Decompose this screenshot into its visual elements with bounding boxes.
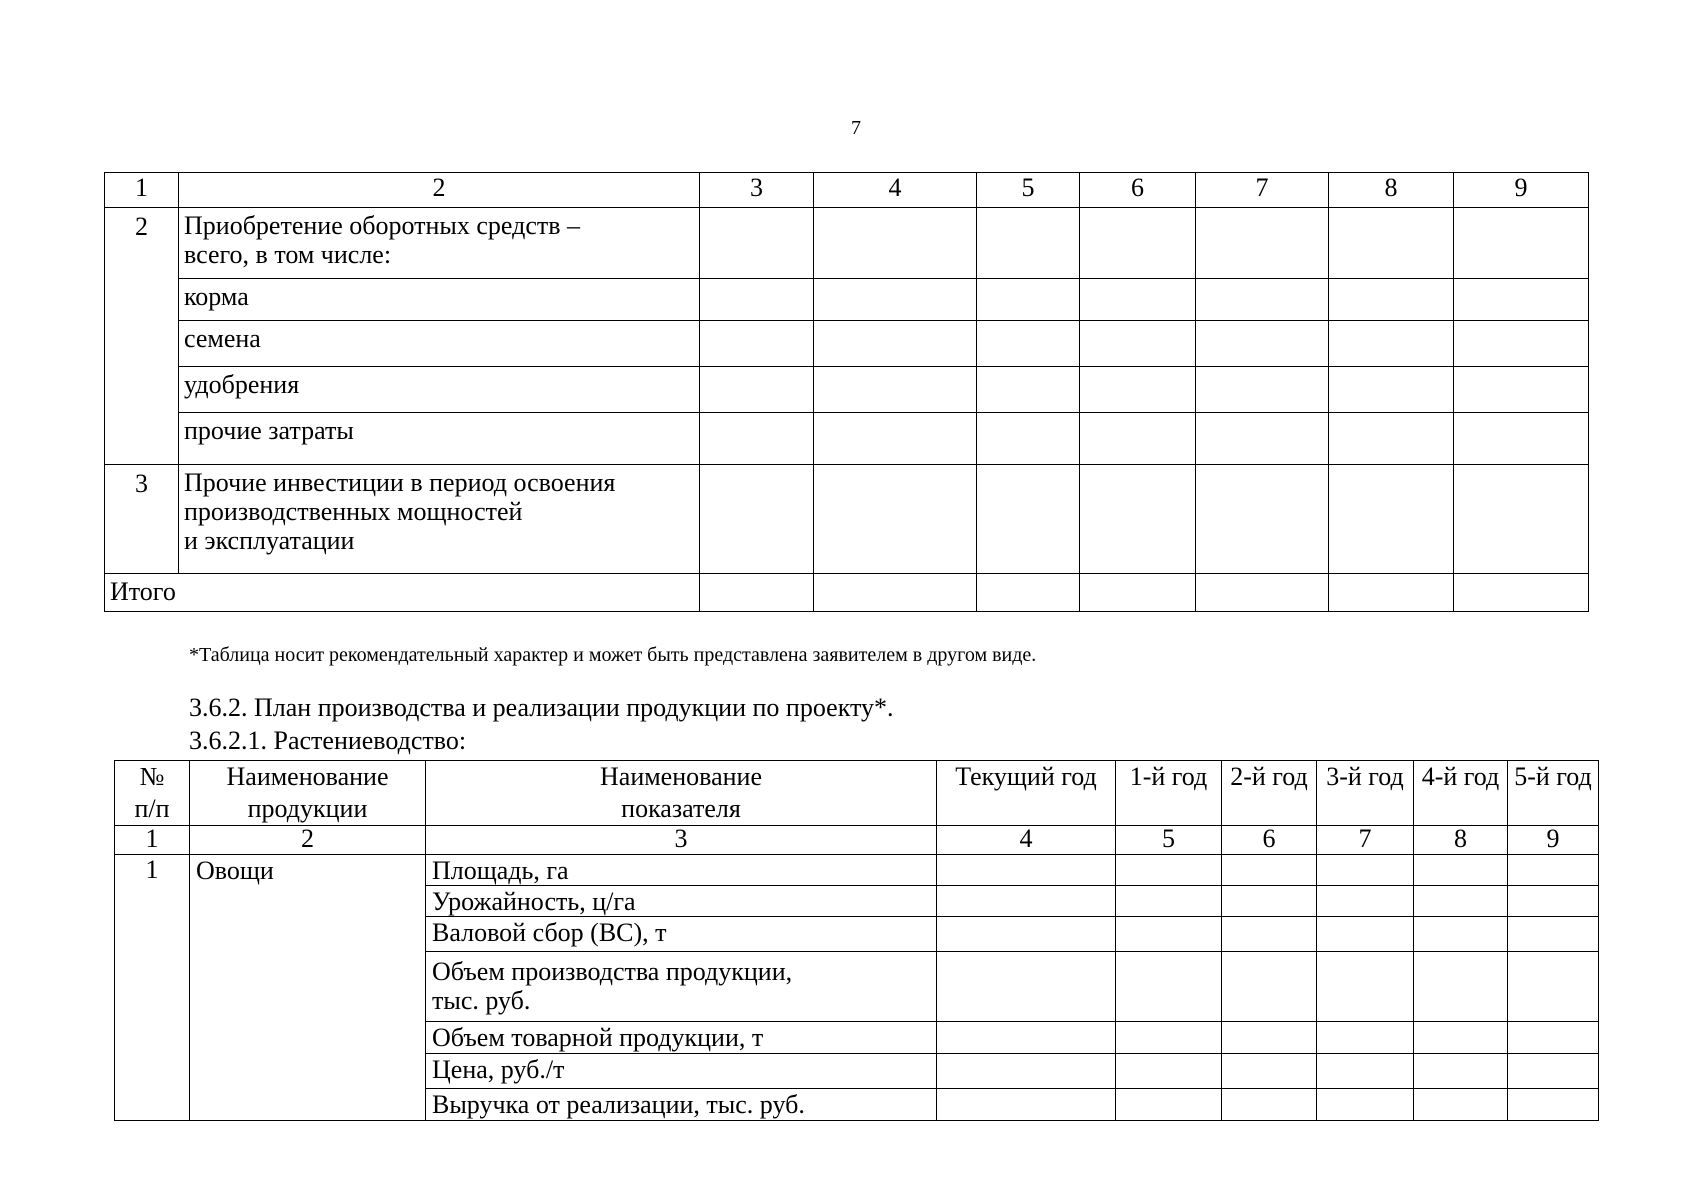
empty-cell	[1414, 1089, 1508, 1121]
column-number: 9	[1454, 173, 1589, 208]
table-row	[105, 367, 1589, 413]
empty-cell	[977, 279, 1080, 321]
empty-cell	[700, 465, 814, 574]
empty-cell	[1329, 208, 1454, 279]
empty-cell	[1414, 1022, 1508, 1054]
empty-cell	[814, 413, 977, 465]
column-number: 9	[1508, 826, 1599, 855]
column-number: 4	[814, 173, 977, 208]
production-plan-table	[114, 760, 1599, 1121]
empty-cell	[1317, 917, 1414, 952]
row-label: корма	[179, 279, 700, 321]
row-label: семена	[179, 321, 700, 367]
empty-cell	[1414, 886, 1508, 917]
empty-cell	[700, 279, 814, 321]
header-line: продукции	[247, 794, 368, 823]
column-number: 2	[190, 826, 426, 855]
empty-cell	[1116, 1054, 1222, 1089]
header-year: Текущий год	[937, 761, 1116, 826]
header-row	[115, 761, 1599, 826]
header-line: п/п	[134, 794, 170, 823]
empty-cell	[700, 367, 814, 413]
empty-cell	[937, 1054, 1116, 1089]
empty-cell	[1329, 321, 1454, 367]
empty-cell	[1329, 413, 1454, 465]
empty-cell	[814, 574, 977, 612]
empty-cell	[1317, 1022, 1414, 1054]
empty-cell	[1196, 367, 1329, 413]
investment-table	[104, 172, 1589, 612]
table-row	[105, 208, 1589, 279]
empty-cell	[1116, 1022, 1222, 1054]
empty-cell	[977, 208, 1080, 279]
subsection-heading: 3.6.2.1. Растениеводство:	[189, 726, 467, 755]
empty-cell	[1222, 855, 1317, 886]
empty-cell	[1080, 465, 1196, 574]
empty-cell	[1454, 208, 1589, 279]
row-title-line: производственных мощностей	[184, 497, 523, 526]
row-label: удобрения	[179, 367, 700, 413]
header-product	[190, 761, 426, 826]
empty-cell	[1317, 1054, 1414, 1089]
column-number: 3	[426, 826, 937, 855]
empty-cell	[1508, 1089, 1599, 1121]
empty-cell	[1329, 465, 1454, 574]
empty-cell	[1508, 855, 1599, 886]
row-title	[179, 465, 700, 574]
header-year: 1-й год	[1116, 761, 1222, 826]
empty-cell	[977, 367, 1080, 413]
empty-cell	[1222, 1089, 1317, 1121]
empty-cell	[1116, 952, 1222, 1022]
column-number: 7	[1317, 826, 1414, 855]
empty-cell	[1080, 279, 1196, 321]
indicator-line: тыс. руб.	[432, 986, 531, 1015]
empty-cell	[814, 208, 977, 279]
header-indicator	[426, 761, 937, 826]
empty-cell	[1454, 367, 1589, 413]
empty-cell	[1196, 465, 1329, 574]
header-year: 4-й год	[1414, 761, 1508, 826]
row-label: прочие затраты	[179, 413, 700, 465]
indicator-label: Площадь, га	[426, 855, 937, 886]
empty-cell	[814, 465, 977, 574]
column-number: 8	[1414, 826, 1508, 855]
empty-cell	[1414, 917, 1508, 952]
indicator-label: Урожайность, ц/га	[426, 886, 937, 917]
table-row	[115, 855, 1599, 886]
empty-cell	[1222, 886, 1317, 917]
empty-cell	[700, 208, 814, 279]
empty-cell	[977, 465, 1080, 574]
empty-cell	[1196, 208, 1329, 279]
table-row	[105, 465, 1589, 574]
header-year: 2-й год	[1222, 761, 1317, 826]
product-name: Овощи	[190, 855, 426, 1121]
section-heading: 3.6.2. План производства и реализации продукции по проекту*.	[189, 693, 894, 722]
empty-cell	[1080, 367, 1196, 413]
table-footnote: *Таблица носит рекомендательный характер и может быть представлена заявителем в другом виде.	[189, 644, 1037, 666]
indicator-label: Объем товарной продукции, т	[426, 1022, 937, 1054]
empty-cell	[814, 279, 977, 321]
empty-cell	[1116, 855, 1222, 886]
row-title-line: всего, в том числе:	[184, 240, 392, 269]
empty-cell	[1196, 413, 1329, 465]
table-row	[105, 413, 1589, 465]
header-line: показателя	[621, 794, 741, 823]
empty-cell	[1080, 413, 1196, 465]
page-number: 7	[851, 117, 861, 139]
header-year: 3-й год	[1317, 761, 1414, 826]
empty-cell	[1080, 208, 1196, 279]
row-title-line: и эксплуатации	[184, 526, 355, 555]
empty-cell	[1329, 279, 1454, 321]
empty-cell	[1454, 413, 1589, 465]
row-title-line: Приобретение оборотных средств –	[184, 211, 581, 240]
total-label: Итого	[105, 574, 700, 612]
empty-cell	[937, 1089, 1116, 1121]
column-number: 6	[1222, 826, 1317, 855]
empty-cell	[1222, 1054, 1317, 1089]
empty-cell	[1196, 321, 1329, 367]
column-number: 7	[1196, 173, 1329, 208]
indicator-label: Выручка от реализации, тыс. руб.	[426, 1089, 937, 1121]
column-number: 8	[1329, 173, 1454, 208]
table-row	[105, 321, 1589, 367]
empty-cell	[1454, 465, 1589, 574]
empty-cell	[1329, 367, 1454, 413]
column-number: 4	[937, 826, 1116, 855]
empty-cell	[1454, 279, 1589, 321]
empty-cell	[1222, 952, 1317, 1022]
empty-cell	[977, 574, 1080, 612]
header-line: Наименование	[600, 762, 762, 791]
indicator-line: Объем производства продукции,	[432, 957, 793, 986]
total-row	[105, 574, 1589, 612]
empty-cell	[700, 574, 814, 612]
empty-cell	[1196, 574, 1329, 612]
header-line: №	[139, 762, 165, 791]
column-number: 5	[1116, 826, 1222, 855]
empty-cell	[1508, 917, 1599, 952]
empty-cell	[1317, 886, 1414, 917]
empty-cell	[700, 321, 814, 367]
column-number: 1	[105, 173, 179, 208]
empty-cell	[1317, 1089, 1414, 1121]
empty-cell	[1080, 574, 1196, 612]
empty-cell	[1196, 279, 1329, 321]
table-row	[105, 279, 1589, 321]
indicator-label: Валовой сбор (ВС), т	[426, 917, 937, 952]
header-year: 5-й год	[1508, 761, 1599, 826]
indicator-label: Цена, руб./т	[426, 1054, 937, 1089]
empty-cell	[1116, 886, 1222, 917]
empty-cell	[1414, 952, 1508, 1022]
empty-cell	[1080, 321, 1196, 367]
row-number: 2	[105, 208, 179, 465]
empty-cell	[977, 413, 1080, 465]
empty-cell	[1116, 917, 1222, 952]
column-number: 5	[977, 173, 1080, 208]
column-number: 2	[179, 173, 700, 208]
empty-cell	[700, 413, 814, 465]
row-title	[179, 208, 700, 279]
empty-cell	[937, 1022, 1116, 1054]
empty-cell	[1454, 574, 1589, 612]
header-line: Наименование	[226, 762, 389, 791]
column-number: 1	[115, 826, 190, 855]
column-number: 6	[1080, 173, 1196, 208]
empty-cell	[937, 855, 1116, 886]
row-title-line: Прочие инвестиции в период освоения	[184, 468, 616, 497]
empty-cell	[1508, 886, 1599, 917]
empty-cell	[1508, 1022, 1599, 1054]
empty-cell	[1317, 855, 1414, 886]
indicator-label	[426, 952, 937, 1022]
header-number	[115, 761, 190, 826]
empty-cell	[1116, 1089, 1222, 1121]
empty-cell	[1329, 574, 1454, 612]
row-number: 1	[115, 855, 190, 1121]
empty-cell	[1414, 855, 1508, 886]
column-number-row	[105, 173, 1589, 208]
empty-cell	[814, 321, 977, 367]
empty-cell	[937, 917, 1116, 952]
column-number-row	[115, 826, 1599, 855]
empty-cell	[1508, 952, 1599, 1022]
empty-cell	[977, 321, 1080, 367]
empty-cell	[1508, 1054, 1599, 1089]
row-number: 3	[105, 465, 179, 574]
empty-cell	[1454, 321, 1589, 367]
empty-cell	[1414, 1054, 1508, 1089]
column-number: 3	[700, 173, 814, 208]
empty-cell	[1317, 952, 1414, 1022]
empty-cell	[1222, 1022, 1317, 1054]
empty-cell	[814, 367, 977, 413]
empty-cell	[937, 952, 1116, 1022]
empty-cell	[937, 886, 1116, 917]
empty-cell	[1222, 917, 1317, 952]
